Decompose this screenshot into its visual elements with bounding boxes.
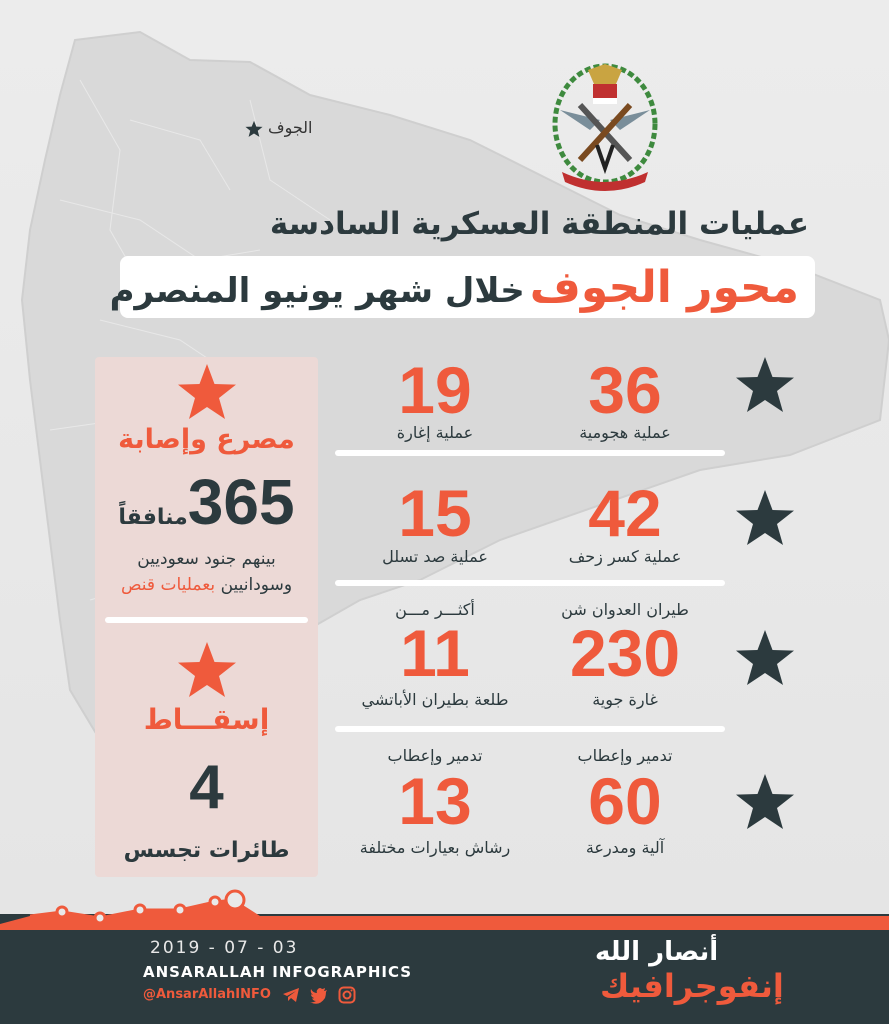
downed-star-icon xyxy=(176,640,238,700)
stat-repel-infiltration-label: عملية صد تسلل xyxy=(382,547,488,566)
row-divider xyxy=(335,580,725,586)
stat-vehicles-value: 60 xyxy=(588,764,662,838)
row-star-icon xyxy=(734,628,796,688)
downed-value: 4 xyxy=(189,753,224,822)
stat-repel-advance-label: عملية كسر زحف xyxy=(568,547,682,566)
stat-guns-value: 13 xyxy=(398,764,472,838)
map-region-label: الجوف xyxy=(268,118,313,137)
casualties-line2-a: وسودانيين xyxy=(220,575,293,595)
stat-guns-prefix: تدمير وإعطاب xyxy=(387,746,483,765)
stat-airstrikes-value: 230 xyxy=(569,616,681,690)
stat-raid-ops-label: عملية إغارة xyxy=(396,423,474,442)
stat-vehicles-prefix: تدمير وإعطاب xyxy=(577,746,673,765)
row-star-icon xyxy=(734,772,796,832)
subtitle xyxy=(110,262,799,313)
logo-infographic: إنفوجرافيك xyxy=(600,967,784,1005)
downed-label: طائرات تجسس xyxy=(123,838,290,863)
stat-repel-infiltration-value: 15 xyxy=(398,476,472,550)
stat-raid-ops-value: 19 xyxy=(398,353,472,427)
footer-date: 2019 - 07 - 03 xyxy=(150,938,299,958)
downed-title: إسقـــاط xyxy=(143,703,270,736)
casualties-star-icon xyxy=(176,362,238,422)
row-star-icon xyxy=(734,488,796,548)
stat-airstrikes-prefix: طيران العدوان شن xyxy=(561,600,689,619)
casualties-unit: منافقاً xyxy=(118,505,188,530)
map-location-star-icon xyxy=(245,120,263,138)
row-star-icon xyxy=(734,355,796,415)
footer-handle[interactable]: @AnsarAllahINFO xyxy=(143,987,271,1002)
main-title: عمليات المنطقة العسكرية السادسة xyxy=(269,206,809,242)
casualties-line2-b: بعمليات قنص xyxy=(120,575,216,595)
instagram-icon[interactable] xyxy=(338,986,356,1004)
panel-divider xyxy=(105,617,308,623)
stat-guns-label: رشاش بعيارات مختلفة xyxy=(359,838,511,857)
subtitle-rest: خلال شهر يونيو المنصرم xyxy=(109,271,525,311)
stat-attack-ops-label: عملية هجومية xyxy=(579,423,671,442)
stat-airstrikes-label: غارة جوية xyxy=(592,690,658,709)
stat-vehicles-label: آلية ومدرعة xyxy=(585,838,665,857)
stat-apache-value: 11 xyxy=(400,616,470,690)
subtitle-highlight: محور الجوف xyxy=(529,262,799,313)
casualties-figure xyxy=(95,465,318,539)
stat-attack-ops-value: 36 xyxy=(588,353,662,427)
row-divider xyxy=(335,450,725,456)
stat-apache-label: طلعة بطيران الأباتشي xyxy=(361,690,509,709)
casualties-value: 365 xyxy=(187,466,295,538)
telegram-icon[interactable] xyxy=(282,986,300,1004)
logo-ansarallah: أنصار الله xyxy=(595,937,719,967)
twitter-icon[interactable] xyxy=(310,986,328,1004)
footer-brand: ANSARALLAH INFOGRAPHICS xyxy=(143,963,413,981)
casualties-line1: بينهم جنود سعوديين xyxy=(137,549,276,569)
military-emblem-icon xyxy=(550,60,660,192)
casualties-line2 xyxy=(95,575,318,595)
stat-repel-advance-value: 42 xyxy=(588,476,662,550)
row-divider xyxy=(335,726,725,732)
footer-line-graphic xyxy=(0,880,889,930)
casualties-title: مصرع وإصابة xyxy=(118,424,295,455)
stat-apache-prefix: أكثـــر مـــن xyxy=(395,600,475,619)
